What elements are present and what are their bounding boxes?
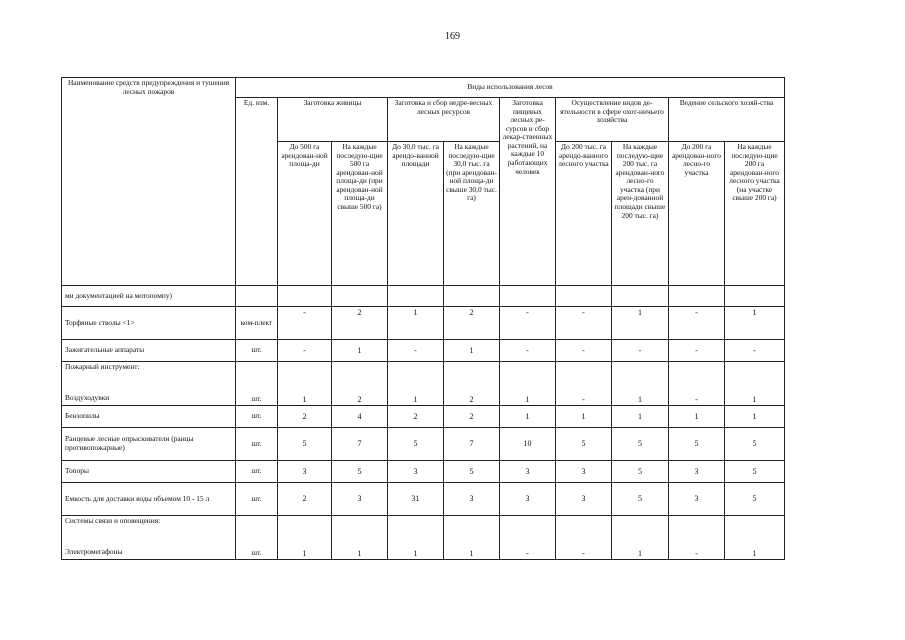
row-name: Топоры <box>62 461 236 483</box>
cell-value: - <box>278 340 332 362</box>
table-row <box>62 516 785 560</box>
table-row <box>62 362 785 406</box>
cell-value: 2 <box>278 406 332 428</box>
cell-value: 1 <box>725 362 785 406</box>
cell-value: 1 <box>444 340 500 362</box>
cell-value: 5 <box>332 461 388 483</box>
cell-value: 1 <box>500 406 556 428</box>
fire-equipment-table <box>61 77 785 560</box>
cell-value: 3 <box>669 483 725 516</box>
table-row <box>62 461 785 483</box>
cell-value: 1 <box>444 516 500 560</box>
cell-value: 5 <box>669 428 725 461</box>
header-unit-column: Ед. изм. <box>236 98 278 286</box>
header-sub-1: До 500 га арендован-ной площа-ди <box>278 142 332 286</box>
cell-value: - <box>725 340 785 362</box>
row-section-label: Системы связи и оповещения: <box>65 516 161 525</box>
cell-value: 3 <box>332 483 388 516</box>
cell-value: - <box>669 516 725 560</box>
cell-value: - <box>669 362 725 406</box>
cell-value: - <box>278 307 332 340</box>
cell-value: 1 <box>669 406 725 428</box>
header-sub-6: На каждые последую-щие 200 тыс. га арендован-ного лесно-го участка (при арен-дованной площади свыше 200 тыс. га) <box>612 142 669 286</box>
table-row <box>62 406 785 428</box>
cell-value: 5 <box>612 428 669 461</box>
cell-value: 1 <box>278 516 332 560</box>
cell-value: - <box>500 516 556 560</box>
cell-value: 10 <box>500 428 556 461</box>
cell-value: 7 <box>444 428 500 461</box>
cell-value: 3 <box>669 461 725 483</box>
row-section-label: Пожарный инструмент: <box>65 362 140 371</box>
cell-value: 3 <box>500 483 556 516</box>
page-number: 169 <box>445 31 460 42</box>
cell-value: 1 <box>332 516 388 560</box>
row-unit: ком-плект <box>236 307 278 340</box>
row-name: Торфяные стволы <1> <box>62 307 236 340</box>
cell-value: 1 <box>612 516 669 560</box>
cell-value: - <box>500 340 556 362</box>
cell-value: 1 <box>612 307 669 340</box>
cell-value: 31 <box>388 483 444 516</box>
cell-value: - <box>556 516 612 560</box>
cell-value: 2 <box>444 362 500 406</box>
cell-value: 3 <box>278 461 332 483</box>
cell-value: 2 <box>388 406 444 428</box>
row-unit: шт. <box>236 406 278 428</box>
table-row <box>62 340 785 362</box>
cell-value: 5 <box>725 461 785 483</box>
cell-value: 3 <box>388 461 444 483</box>
cell-value: 5 <box>612 483 669 516</box>
cell-value: 1 <box>388 362 444 406</box>
cell-value: 7 <box>332 428 388 461</box>
cell-value: 3 <box>500 461 556 483</box>
row-name: Электромегафоны <box>65 547 123 557</box>
table-row <box>62 307 785 340</box>
cell-value: 5 <box>278 428 332 461</box>
cell-value: - <box>556 307 612 340</box>
row-name: Воздуходувки <box>65 393 110 403</box>
header-sub-8: На каждые последую-щие 200 га арендован-ного лесного участка (на участке свыше 200 га) <box>725 142 785 286</box>
cell-value: 5 <box>556 428 612 461</box>
header-sub-7: До 200 га арендован-ного лесно-го участка <box>669 142 725 286</box>
cell-value: 5 <box>725 428 785 461</box>
cell-value: - <box>556 362 612 406</box>
header-sub-2: На каждые последую-щие 500 га арендован-ной площа-ди (при арендован-ной площа-ди свыше 500 га) <box>332 142 388 286</box>
header-group-food: Заготовка пищевых лесных ре-сурсов и сбор лекар-ственных растений, на каждые 10 работающих человек <box>500 98 556 286</box>
cell-value: 2 <box>332 362 388 406</box>
header-group-nonwood: Заготовка и сбор недре-весных лесных ресурсов <box>388 98 500 142</box>
cell-value: 1 <box>500 362 556 406</box>
row-unit: шт. <box>236 516 278 560</box>
cell-value: - <box>500 307 556 340</box>
cell-value: 2 <box>332 307 388 340</box>
header-group-agriculture: Ведение сельского хозяй-ства <box>669 98 785 142</box>
table-row <box>62 483 785 516</box>
cell-value: 1 <box>612 406 669 428</box>
cell-value: 1 <box>725 516 785 560</box>
cell-value: - <box>556 340 612 362</box>
row-name: Бензопилы <box>62 406 236 428</box>
cell-value: 2 <box>444 406 500 428</box>
header-sub-4: На каждые последую-щие 30,0 тыс. га (при арендован-ной площа-ди свыше 30,0 тыс. га) <box>444 142 500 286</box>
cell-value: 1 <box>388 307 444 340</box>
cell-value: 1 <box>725 406 785 428</box>
row-name: ми документацией на мотопомпу) <box>62 286 236 307</box>
header-group-title: Виды использования лесов <box>236 78 785 98</box>
cell-value: 5 <box>444 461 500 483</box>
cell-value: 2 <box>444 307 500 340</box>
row-unit: шт. <box>236 428 278 461</box>
row-unit: шт. <box>236 483 278 516</box>
cell-value: - <box>612 340 669 362</box>
header-name-column: Наименование средств предупреждения и тушения лесных пожаров <box>62 78 236 286</box>
cell-value: 1 <box>332 340 388 362</box>
header-sub-5: До 200 тыс. га арендо-ванного лесного участка <box>556 142 612 286</box>
row-unit: шт. <box>236 461 278 483</box>
cell-value: 1 <box>556 406 612 428</box>
cell-value: 3 <box>556 483 612 516</box>
cell-value: 1 <box>612 362 669 406</box>
table-row <box>62 428 785 461</box>
cell-value: - <box>669 340 725 362</box>
row-unit: шт. <box>236 340 278 362</box>
cell-value: 1 <box>725 307 785 340</box>
cell-value: 3 <box>556 461 612 483</box>
header-sub-3: До 30,0 тыс. га арендо-ванной площади <box>388 142 444 286</box>
cell-value: 5 <box>725 483 785 516</box>
cell-value: 3 <box>444 483 500 516</box>
header-group-hunting: Осуществление видов де-ятельности в сфере охот-ничьего хозяйства <box>556 98 669 142</box>
cell-value: - <box>388 340 444 362</box>
cell-value: 1 <box>388 516 444 560</box>
row-name: Емкость для доставки воды объемом 10 - 15 л <box>62 483 236 516</box>
cell-value: 4 <box>332 406 388 428</box>
header-group-resin: Заготовка живицы <box>278 98 388 142</box>
cell-value: 1 <box>278 362 332 406</box>
row-name: Зажигательные аппараты <box>62 340 236 362</box>
cell-value: - <box>669 307 725 340</box>
cell-value: 2 <box>278 483 332 516</box>
row-name: Ранцевые лесные опрыскиватели (ранцы противопожарные) <box>62 428 236 461</box>
cell-value: 5 <box>612 461 669 483</box>
cell-value: 5 <box>388 428 444 461</box>
table-row <box>62 286 785 307</box>
row-unit: шт. <box>236 362 278 406</box>
